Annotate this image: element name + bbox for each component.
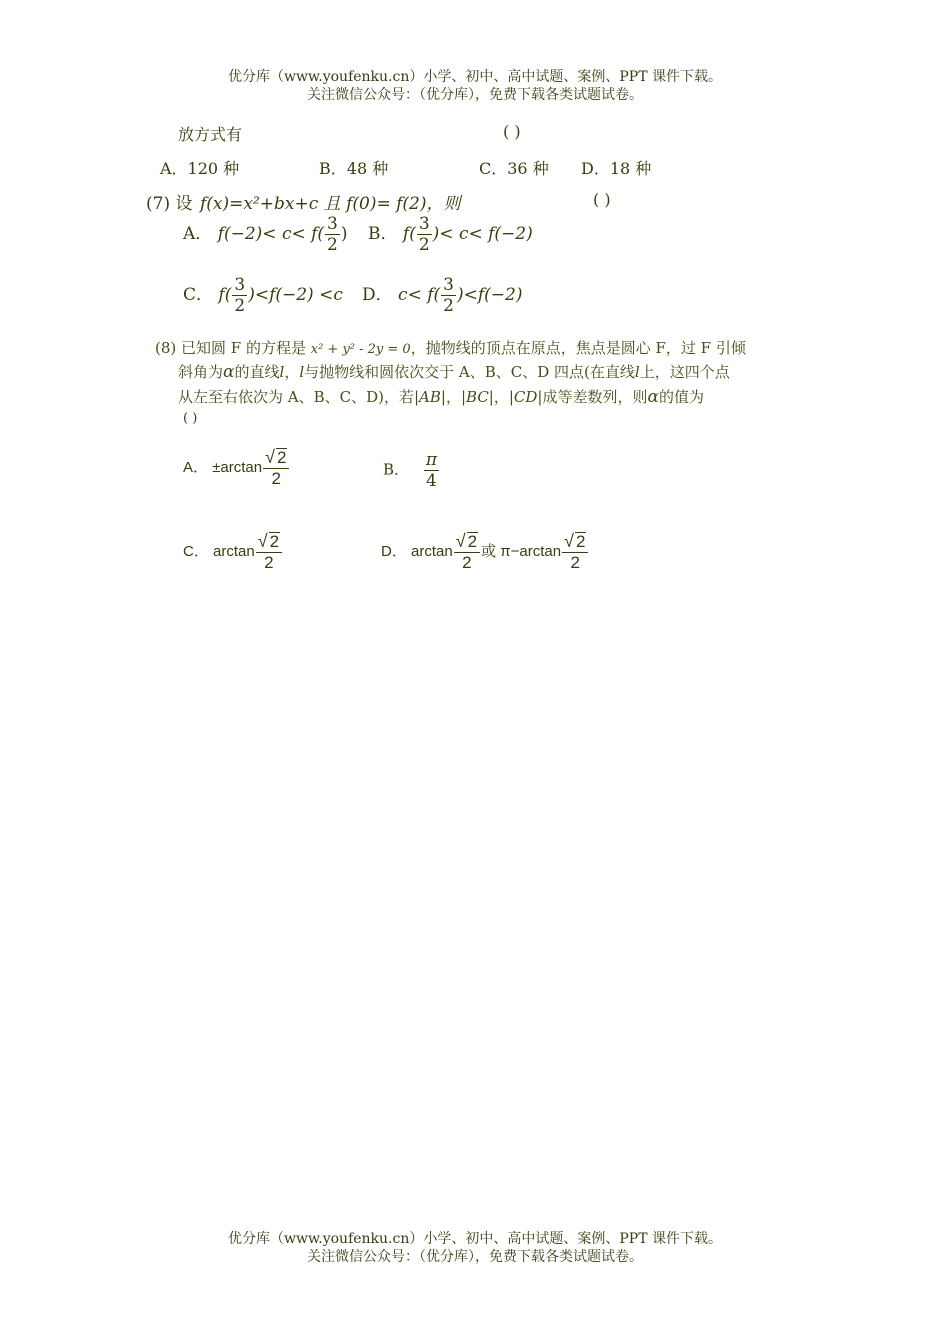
- q8-option-a: [183, 447, 290, 489]
- fraction-denominator: 4: [425, 471, 437, 491]
- q7-option-a-label: A．: [183, 224, 213, 244]
- q7-answer-paren: ( ): [593, 190, 611, 209]
- q7-option-c: [183, 275, 343, 316]
- header-line-1: 优分库（www.youfenku.cn）小学、初中、高中试题、案例、PPT 课件下载。: [227, 69, 722, 85]
- sqrt-sign: √: [257, 531, 268, 551]
- fraction-numerator: 3: [234, 275, 246, 295]
- q7-option-c-pre: f(: [218, 285, 232, 305]
- line-l-symbol: l: [634, 363, 640, 381]
- fraction-sqrt2-over-2: [454, 531, 480, 573]
- q7-option-c-post: )<f(−2) <c: [248, 285, 343, 305]
- q8-line-1-a: (8) 已知圆 F 的方程是: [155, 339, 306, 357]
- fraction-pi-over-4: [424, 450, 439, 491]
- q8-line-2-a: 斜角为: [178, 363, 224, 381]
- fraction-three-halves: [441, 275, 456, 316]
- sqrt-radicand: 2: [575, 532, 586, 551]
- fraction-three-halves: [325, 214, 340, 255]
- q8-line-3-b: 成等差数列，则: [542, 388, 648, 406]
- q8-line-2: [178, 361, 730, 382]
- q8-line-2-e: 上，这四个点: [639, 363, 730, 381]
- fraction-three-halves: [417, 214, 432, 255]
- segment-cd: |CD|: [508, 388, 543, 406]
- fraction-numerator: 3: [443, 275, 454, 295]
- line-l-symbol: l: [279, 363, 285, 381]
- q7-option-d-pre: c< f(: [398, 285, 441, 305]
- q6-option-c: C．36 种: [479, 159, 549, 178]
- sqrt-radicand: 2: [467, 532, 478, 551]
- q8-line-2-c: ，: [284, 363, 300, 381]
- footer-line-2: 关注微信公众号：（优分库），免费下载各类试题试卷。: [307, 1249, 643, 1265]
- q7-option-d: [362, 275, 522, 316]
- fraction-denominator: 2: [443, 296, 454, 316]
- q7-option-a-post: ): [340, 224, 348, 244]
- q8-answer-paren: ( ): [183, 411, 198, 426]
- q8-option-a-label: A．: [183, 458, 209, 476]
- q8-line-1: [155, 337, 746, 358]
- q8-line-2-b: 的直线: [234, 363, 280, 381]
- q8-line-3: [178, 386, 704, 407]
- q7-stem: f(x)=x²+bx+c 且 f(0)= f(2)，则: [200, 194, 461, 214]
- sqrt-sign: √: [455, 531, 466, 551]
- header-line-2: 关注微信公众号：（优分库），免费下载各类试题试卷。: [307, 87, 643, 103]
- fraction-numerator: 3: [327, 214, 338, 234]
- q8-option-c-label: C．: [183, 542, 209, 560]
- q8-option-d-text-2: arctan: [519, 542, 562, 560]
- q8-option-c-text: arctan: [213, 542, 255, 560]
- q8-option-b: [383, 450, 440, 491]
- q8-option-c: [183, 531, 283, 573]
- fraction-numerator: 3: [418, 214, 430, 234]
- fraction-sqrt2-over-2: [256, 531, 282, 573]
- fraction-denominator: 2: [418, 235, 430, 255]
- fraction-sqrt2-over-2: [562, 531, 588, 573]
- q6-option-b: B．48 种: [319, 159, 389, 178]
- alpha-symbol: α: [223, 362, 235, 382]
- q6-option-d: D．18 种: [581, 159, 652, 178]
- fraction-three-halves: [232, 275, 247, 316]
- q8-option-d-text-1: arctan: [411, 542, 453, 560]
- q8-line-3-c: 的值为: [659, 388, 705, 406]
- fraction-denominator: 2: [264, 553, 274, 572]
- q8-option-d: [381, 531, 589, 573]
- q7-option-d-label: D．: [362, 285, 393, 305]
- sqrt-radicand: 2: [277, 448, 287, 467]
- fraction-denominator: 2: [234, 296, 246, 316]
- fraction-denominator: 2: [570, 553, 580, 572]
- q7-option-d-post: )<f(−2): [456, 285, 523, 305]
- q8-option-b-label: B．: [383, 460, 410, 479]
- separator-comma: ，: [445, 388, 461, 406]
- q8-option-a-text: ±arctan: [212, 458, 263, 476]
- fraction-sqrt2-over-2: [263, 447, 289, 489]
- fraction-denominator: 2: [271, 469, 282, 488]
- q7-option-b-post: )< c< f(−2): [432, 224, 533, 244]
- sqrt-radicand: 2: [269, 532, 280, 551]
- fraction-denominator: 2: [462, 553, 472, 572]
- q6-stem: 放方式有: [178, 125, 243, 144]
- q7-option-b: [368, 214, 533, 255]
- q7-number: (7) 设: [146, 194, 193, 214]
- q8-line-1-b: ，抛物线的顶点在原点，焦点是圆心 F，过 F 引倾: [410, 339, 746, 357]
- fraction-denominator: 2: [327, 235, 338, 255]
- footer-line-1: 优分库（www.youfenku.cn）小学、初中、高中试题、案例、PPT 课件下载。: [227, 1231, 722, 1247]
- q7-option-a-pre: f(−2)< c< f(: [217, 224, 325, 244]
- alpha-symbol: α: [647, 387, 659, 407]
- segment-bc: |BC|: [460, 388, 494, 406]
- q7-option-c-label: C．: [183, 285, 214, 305]
- q8-option-d-or: 或 π−: [481, 542, 520, 560]
- q7-option-a: [183, 214, 348, 255]
- sqrt-sign: √: [265, 447, 275, 467]
- sqrt-sign: √: [564, 531, 574, 551]
- fraction-numerator: π: [425, 450, 437, 470]
- q8-option-d-label: D．: [381, 542, 407, 560]
- q6-option-a: A．120 种: [160, 159, 240, 178]
- q8-line-3-a: 从左至右依次为 A、B、C、D)，若: [178, 388, 414, 406]
- q7-option-b-pre: f(: [402, 224, 416, 244]
- separator-comma: ，: [493, 388, 509, 406]
- segment-ab: |AB|: [413, 388, 446, 406]
- q8-line-2-d: 与抛物线和圆依次交于 A、B、C、D 四点(在直线: [304, 363, 635, 381]
- q7-option-b-label: B．: [368, 224, 398, 244]
- line-l-symbol: l: [299, 363, 305, 381]
- q6-answer-paren: ( ): [503, 122, 521, 141]
- q8-circle-equation: x² + y² - 2y = 0: [310, 342, 411, 357]
